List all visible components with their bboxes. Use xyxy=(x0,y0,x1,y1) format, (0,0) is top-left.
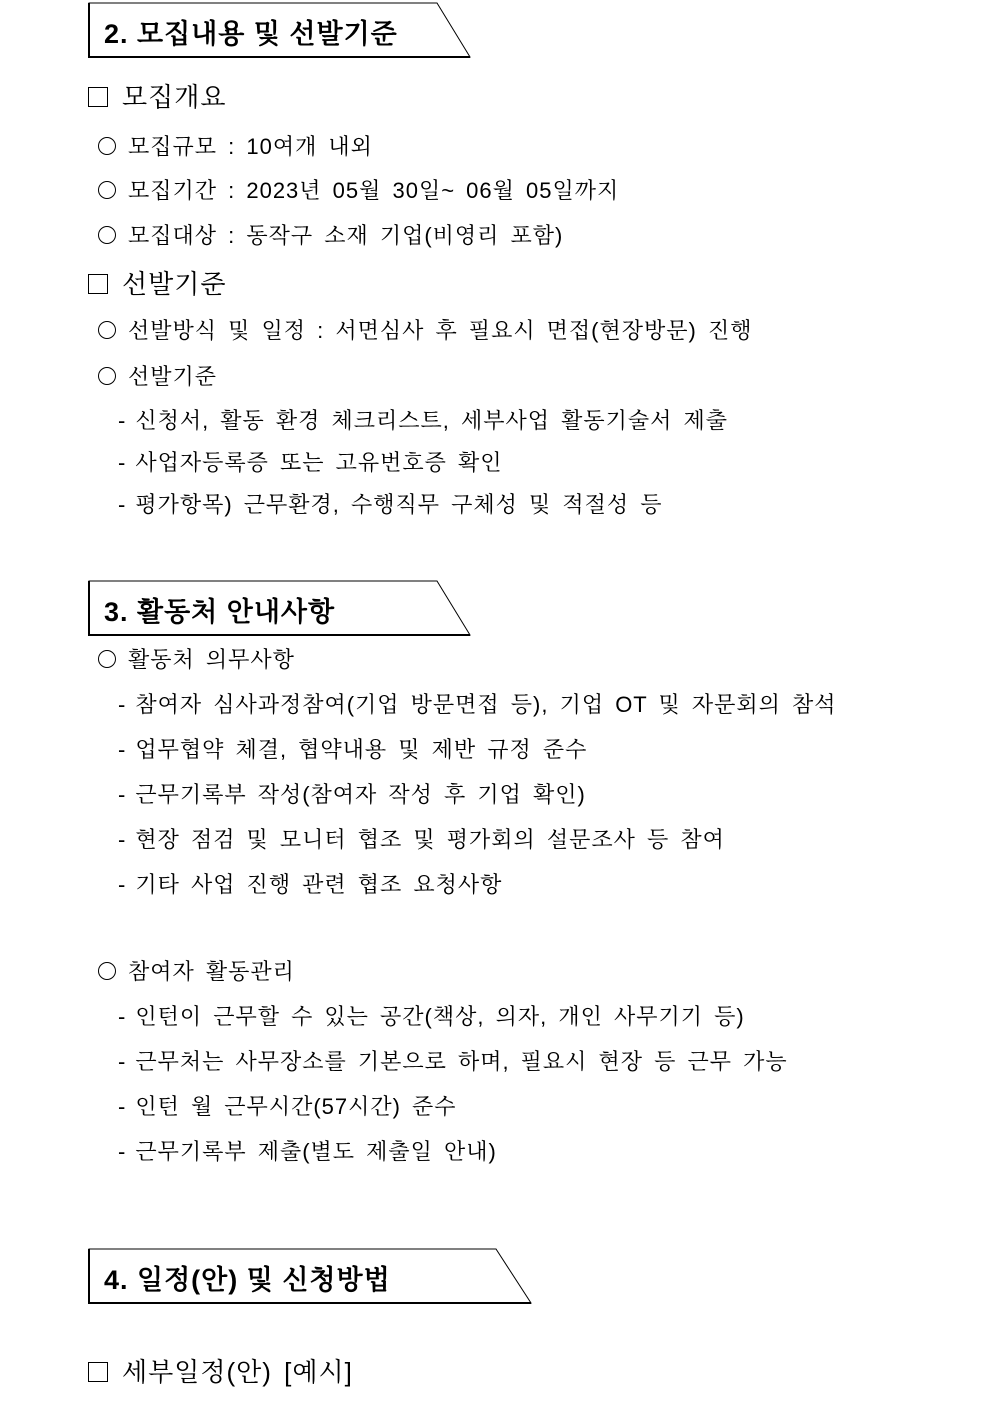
section-title: 2. 모집내용 및 선발기준 xyxy=(104,19,398,49)
list-item xyxy=(98,320,752,342)
list-item xyxy=(98,136,373,158)
dash-bullet: - xyxy=(118,872,126,897)
dash-bullet: - xyxy=(118,408,126,433)
item-text: 모집기간 : 2023년 05월 30일~ 06월 05일까지 xyxy=(128,178,620,203)
circle-bullet-icon xyxy=(98,321,116,339)
circle-bullet-icon xyxy=(98,962,116,980)
dash-item xyxy=(118,494,662,516)
dash-item xyxy=(118,1006,745,1028)
dash-bullet: - xyxy=(118,1049,126,1074)
item-text: 참여자 활동관리 xyxy=(128,959,295,984)
square-bullet-icon xyxy=(88,87,108,107)
item-text: 참여자 심사과정참여(기업 방문면접 등), 기업 OT 및 자문회의 참석 xyxy=(135,692,837,717)
item-text: 현장 점검 및 모니터 협조 및 평가회의 설문조사 등 참여 xyxy=(135,827,725,852)
item-text: 활동처 의무사항 xyxy=(128,647,295,672)
dash-item xyxy=(118,829,725,851)
list-item xyxy=(98,366,217,388)
item-text: 근무처는 사무장소를 기본으로 하며, 필요시 현장 등 근무 가능 xyxy=(135,1049,788,1074)
dash-bullet: - xyxy=(118,692,126,717)
heading-text: 모집개요 xyxy=(122,82,227,112)
item-text: 사업자등록증 또는 고유번호증 확인 xyxy=(135,450,503,475)
item-text: 인턴이 근무할 수 있는 공간(책상, 의자, 개인 사무기기 등) xyxy=(135,1004,745,1029)
dash-item xyxy=(118,784,586,806)
circle-bullet-icon xyxy=(98,137,116,155)
dash-item xyxy=(118,1051,788,1073)
section-header-3 xyxy=(88,580,472,636)
circle-bullet-icon xyxy=(98,181,116,199)
item-text: 모집규모 : 10여개 내외 xyxy=(128,134,373,159)
dash-bullet: - xyxy=(118,450,126,475)
list-item xyxy=(98,961,295,983)
square-heading xyxy=(88,271,226,297)
list-item xyxy=(98,649,295,671)
item-text: 선발방식 및 일정 : 서면심사 후 필요시 면접(현장방문) 진행 xyxy=(128,318,753,343)
section-title: 4. 일정(안) 및 신청방법 xyxy=(104,1265,391,1295)
dash-item xyxy=(118,874,502,896)
square-heading xyxy=(88,1359,353,1385)
heading-text: 선발기준 xyxy=(122,269,227,299)
dash-bullet: - xyxy=(118,1139,126,1164)
circle-bullet-icon xyxy=(98,367,116,385)
dash-item xyxy=(118,694,836,716)
item-text: 모집대상 : 동작구 소재 기업(비영리 포함) xyxy=(128,223,564,248)
section-header-2 xyxy=(88,2,472,58)
list-item xyxy=(98,225,563,247)
dash-item xyxy=(118,1141,497,1163)
square-bullet-icon xyxy=(88,1362,108,1382)
square-heading xyxy=(88,84,226,110)
square-bullet-icon xyxy=(88,274,108,294)
heading-text: 세부일정(안) [예시] xyxy=(122,1357,353,1387)
dash-bullet: - xyxy=(118,1004,126,1029)
circle-bullet-icon xyxy=(98,650,116,668)
dash-bullet: - xyxy=(118,492,126,517)
circle-bullet-icon xyxy=(98,226,116,244)
dash-item xyxy=(118,452,502,474)
section-title: 3. 활동처 안내사항 xyxy=(104,597,336,627)
item-text: 평가항목) 근무환경, 수행직무 구체성 및 적절성 등 xyxy=(135,492,663,517)
dash-bullet: - xyxy=(118,827,126,852)
item-text: 근무기록부 작성(참여자 작성 후 기업 확인) xyxy=(135,782,586,807)
section-header-4 xyxy=(88,1248,534,1304)
item-text: 신청서, 활동 환경 체크리스트, 세부사업 활동기술서 제출 xyxy=(135,408,729,433)
item-text: 근무기록부 제출(별도 제출일 안내) xyxy=(135,1139,497,1164)
item-text: 선발기준 xyxy=(128,364,218,389)
dash-bullet: - xyxy=(118,737,126,762)
dash-bullet: - xyxy=(118,782,126,807)
item-text: 기타 사업 진행 관련 협조 요청사항 xyxy=(135,872,503,897)
item-text: 인턴 월 근무시간(57시간) 준수 xyxy=(135,1094,457,1119)
dash-bullet: - xyxy=(118,1094,126,1119)
dash-item xyxy=(118,739,587,761)
dash-item xyxy=(118,1096,457,1118)
dash-item xyxy=(118,410,728,432)
item-text: 업무협약 체결, 협약내용 및 제반 규정 준수 xyxy=(135,737,588,762)
list-item xyxy=(98,180,619,202)
